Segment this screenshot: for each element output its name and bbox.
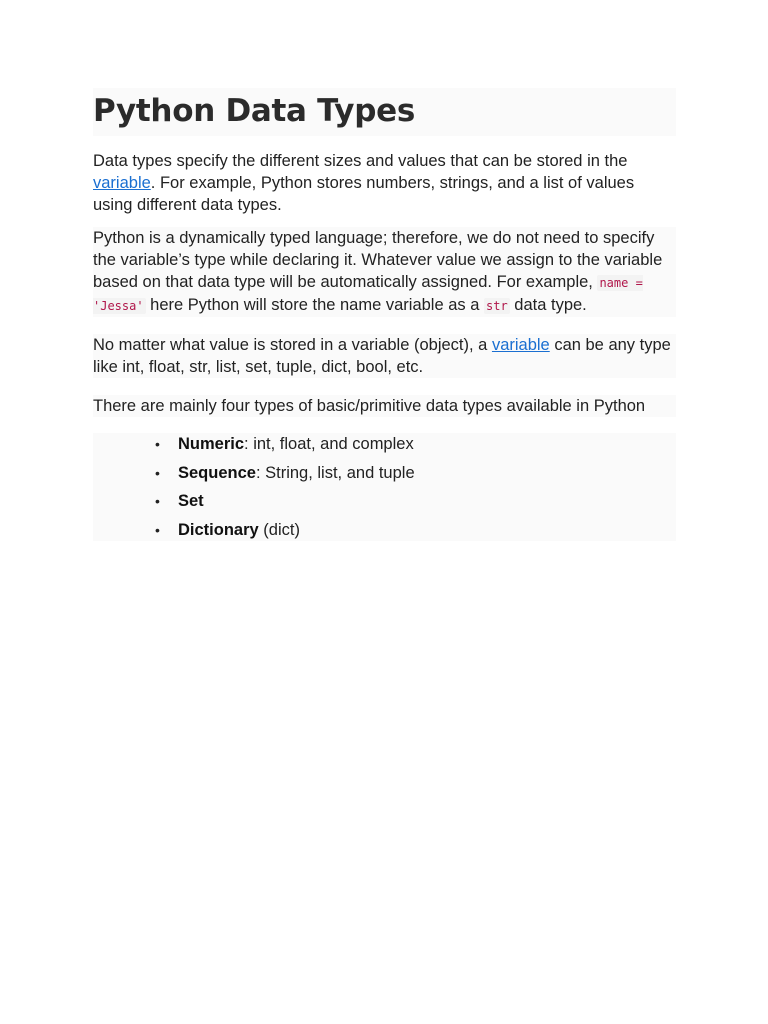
page-title: Python Data Types: [93, 88, 676, 136]
data-types-list: [93, 433, 676, 541]
variable-link[interactable]: variable: [93, 174, 151, 192]
dynamic-typing-paragraph: [93, 227, 676, 317]
four-types-paragraph: There are mainly four types of basic/primitive data types available in Python: [93, 395, 676, 417]
bullet-icon: •: [155, 464, 160, 481]
list-item-desc: : String, list, and tuple: [255, 463, 415, 482]
list-item-dictionary: [155, 519, 676, 541]
list-item-sequence: [155, 462, 676, 484]
list-item-title: Set: [178, 492, 204, 510]
list-item-numeric: [155, 433, 676, 455]
list-item-desc: (dict): [258, 520, 300, 539]
list-item-title: Sequence: [178, 463, 256, 482]
variable-type-paragraph: [93, 334, 676, 378]
list-item-desc: : int, float, and complex: [244, 435, 414, 453]
bullet-icon: •: [155, 521, 160, 538]
intro-text-after: . For example, Python stores numbers, strings, and a list of values using different data types.: [93, 174, 635, 214]
variable-text-after: can be any type like int, float, str, list, set, tuple, dict, bool, etc.: [93, 336, 671, 376]
article: [93, 88, 676, 547]
intro-text-before: Data types specify the different sizes and values that can be stored in the: [93, 152, 628, 170]
dynamic-text-2: here Python will store the name variable as a: [145, 296, 485, 314]
intro-paragraph: [93, 150, 676, 216]
list-item-set: [155, 490, 676, 512]
bullet-icon: •: [155, 436, 160, 452]
variable-link-2[interactable]: variable: [491, 336, 550, 354]
list-item-title: Numeric: [178, 435, 245, 453]
list-item-title: Dictionary: [178, 520, 259, 539]
variable-text-before: No matter what value is stored in a variable (object), a: [93, 336, 492, 354]
dynamic-text-1: Python is a dynamically typed language; therefore, we do not need to specify the variable’s type while declaring it. Whatever value we assign to the variable based on that data type will be automatically assigned. For example,: [93, 229, 663, 291]
code-str: str: [486, 299, 508, 313]
bullet-icon: •: [155, 493, 160, 509]
dynamic-text-3: data type.: [509, 296, 587, 314]
code-name-assignment: name = 'Jessa': [93, 276, 643, 313]
